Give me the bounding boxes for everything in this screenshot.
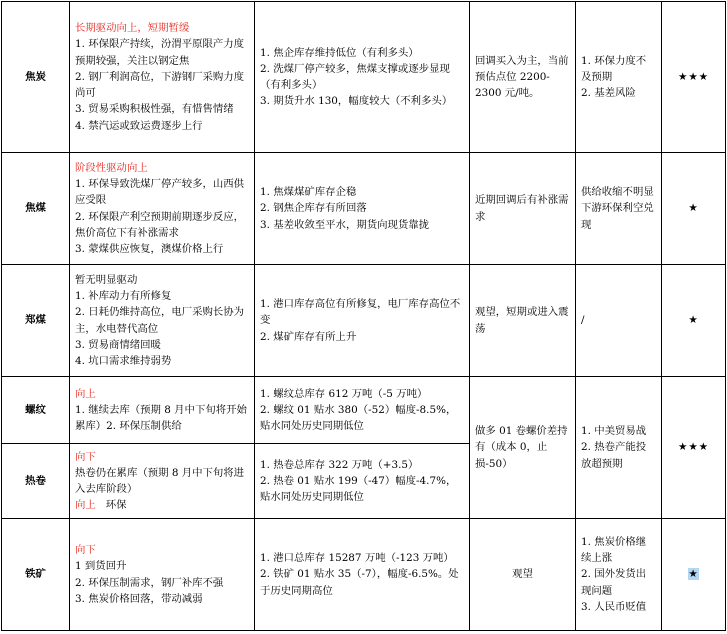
inventory-item: 2. 铁矿 01 贴水 35（-7），幅度-6.5%。处于历史同期高位 xyxy=(260,568,459,597)
strategy-cell: 回调买入为主，当前预估点位 2200-2300 元/吨。 xyxy=(470,2,576,153)
driver-heading: 向下 xyxy=(75,544,96,557)
strategy-cell: 近期回调后有补涨需求 xyxy=(470,153,576,265)
rating-stars: ★ xyxy=(688,568,699,581)
risk-cell xyxy=(576,265,662,377)
driver-item: 热卷仍在累库（预期 8 月中下旬将进入去库阶段） xyxy=(75,466,245,495)
inventory-cell xyxy=(255,519,470,631)
inventory-cell xyxy=(255,444,470,519)
risk-cell xyxy=(576,377,662,519)
commodity-analysis-table xyxy=(1,1,726,631)
commodity-name: 焦煤 xyxy=(2,153,70,265)
driver-cell xyxy=(70,519,255,631)
rating-stars: ★★★ xyxy=(662,2,726,153)
driver-item: 2. 环保限产利空预期前期逐步反应，焦价高位下有补涨需求 xyxy=(75,210,245,239)
table-row xyxy=(2,2,726,153)
driver-item: 3. 贸易采购积极性强，有惜售情绪 xyxy=(75,103,234,116)
driver-tail-text: 环保 xyxy=(105,499,127,512)
strategy-cell: 观望，短期或进入震荡 xyxy=(470,265,576,377)
risk-item: 2. 基差风险 xyxy=(581,87,636,100)
driver-heading: 长期驱动向上，短期暂缓 xyxy=(75,22,190,35)
commodity-name: 焦炭 xyxy=(2,2,70,153)
strategy-cell: 观望 xyxy=(470,519,576,631)
risk-item: 下游环保利空兑现 xyxy=(581,202,654,231)
commodity-name: 郑煤 xyxy=(2,265,70,377)
driver-item: 1. 补库动力有所修复 xyxy=(75,290,172,303)
driver-item: 4. 坑口需求维持弱势 xyxy=(75,354,172,367)
rating-stars: ★ xyxy=(662,265,726,377)
inventory-item: 2. 螺纹 01 贴水 380（-52）幅度-8.5%，贴水同处历史同期低位 xyxy=(260,403,457,433)
inventory-item: 3. 期货升水 130，幅度较大（不利多头） xyxy=(260,95,453,108)
commodity-name: 螺纹 xyxy=(2,377,70,444)
risk-cell xyxy=(576,153,662,265)
driver-cell xyxy=(70,377,255,444)
driver-item: 1. 继续去库（预期 8 月中下旬将开始累库）2. 环保压制供给 xyxy=(75,403,247,433)
inventory-cell xyxy=(255,153,470,265)
risk-item: 供给收缩不明显 xyxy=(581,186,654,199)
inventory-item: 2. 热卷 01 贴水 199（-47）幅度-4.7%，贴水同处历史同期低位 xyxy=(260,474,457,504)
inventory-item: 2. 煤矿库存有所上升 xyxy=(260,330,357,343)
driver-item: 1. 环保限产持续，汾渭平原限产力度预期较强，关注以钢定焦 xyxy=(75,38,245,67)
driver-cell xyxy=(70,153,255,265)
risk-item: 2. 热卷产能投放超预期 xyxy=(581,441,647,470)
driver-item: 1 到货回升 xyxy=(75,560,127,573)
driver-cell xyxy=(70,265,255,377)
inventory-item: 3. 基差收敛至平水，期货向现货靠拢 xyxy=(260,218,430,231)
table-row xyxy=(2,153,726,265)
inventory-item: 2. 洗煤厂停产较多，焦煤支撑或逐步显现（有利多头） xyxy=(260,62,450,91)
driver-item: 2. 环保压制需求，钢厂补库不强 xyxy=(75,576,224,589)
inventory-item: 2. 钢焦企库存有所回落 xyxy=(260,202,367,215)
risk-item: / xyxy=(581,314,585,327)
driver-heading: 暂无明显驱动 xyxy=(75,273,138,286)
inventory-item: 1. 港口库存高位有所修复，电厂库存高位不变 xyxy=(260,298,461,327)
risk-item: 1. 焦炭价格继续上涨 xyxy=(581,535,647,565)
driver-item: 3. 贸易商情绪回暖 xyxy=(75,338,161,351)
driver-item: 2. 日耗仍维持高位，电厂采购长协为主，水电替代高位 xyxy=(75,306,245,335)
inventory-item: 1. 焦煤煤矿库存企稳 xyxy=(260,186,357,199)
risk-item: 1. 环保力度不及预期 xyxy=(581,54,647,83)
commodity-name: 热卷 xyxy=(2,444,70,519)
driver-item: 4. 禁汽运或致运费逐步上行 xyxy=(75,119,203,132)
inventory-item: 1. 螺纹总库存 612 万吨（-5 万吨） xyxy=(260,387,428,400)
rating-stars: ★ xyxy=(662,153,726,265)
inventory-item: 1. 港口总库存 15287 万吨（-123 万吨） xyxy=(260,552,454,565)
risk-item: 2. 国外发货出现问题 xyxy=(581,568,647,597)
rating-cell xyxy=(662,519,726,631)
driver-item: 1. 环保导致洗煤厂停产较多，山西供应受限 xyxy=(75,178,245,207)
inventory-item: 1. 热卷总库存 322 万吨（+3.5） xyxy=(260,458,419,471)
driver-cell xyxy=(70,444,255,519)
table-row xyxy=(2,265,726,377)
driver-heading: 向上 xyxy=(75,387,96,400)
table-row xyxy=(2,519,726,631)
table-row xyxy=(2,377,726,444)
inventory-cell xyxy=(255,2,470,153)
risk-item: 1. 中美贸易战 xyxy=(581,425,647,438)
inventory-cell xyxy=(255,377,470,444)
risk-cell xyxy=(576,519,662,631)
strategy-cell: 做多 01 卷螺价差持有（成本 0，止损-50） xyxy=(470,377,576,519)
risk-item: 3. 人民币贬值 xyxy=(581,600,647,613)
driver-cell xyxy=(70,2,255,153)
rating-stars: ★★★ xyxy=(662,377,726,519)
inventory-cell xyxy=(255,265,470,377)
driver-item: 2. 钢厂利润高位，下游钢厂采购力度尚可 xyxy=(75,70,245,100)
inventory-item: 1. 焦企库存维持低位（有利多头） xyxy=(260,46,419,59)
driver-heading: 向下 xyxy=(75,450,96,463)
driver-item: 3. 蒙煤供应恢复，澳煤价格上行 xyxy=(75,242,224,255)
driver-heading: 阶段性驱动向上 xyxy=(75,161,148,174)
risk-cell xyxy=(576,2,662,153)
driver-tail-heading: 向上 xyxy=(75,499,96,512)
commodity-name: 铁矿 xyxy=(2,519,70,631)
driver-item: 3. 焦炭价格回落，带动减弱 xyxy=(75,592,203,605)
